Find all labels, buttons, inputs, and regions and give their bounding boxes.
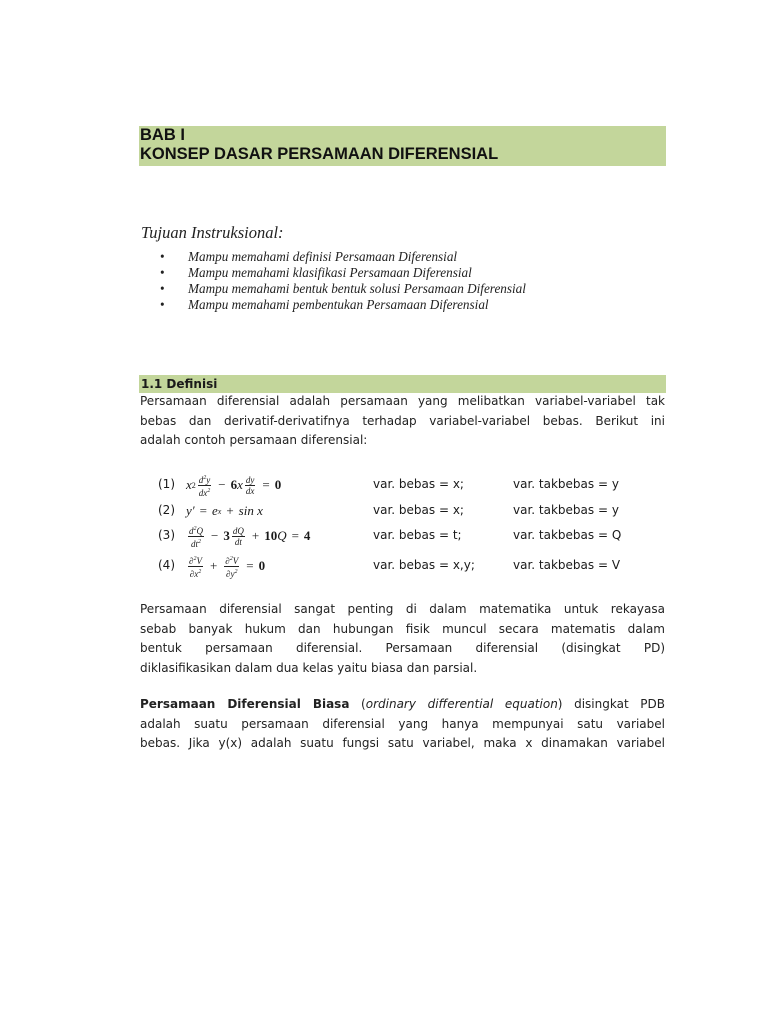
- equation-number: (4): [158, 558, 175, 572]
- bullet-icon: •: [160, 249, 165, 264]
- bullet-icon: •: [160, 265, 165, 280]
- list-item: • Mampu memahami definisi Persamaan Diferensial: [160, 249, 458, 264]
- pdb-paragraph: Persamaan Diferensial Biasa (ordinary differential equation) disingkat PDB adalah suatu persamaan diferensial yang hanya mempunyai satu variabel bebas. Jika y(x) adalah suatu fungsi satu variabel, maka x dinamakan variabel: [140, 697, 665, 750]
- equation-formula: $\frac{d^2Q}{dt^2}$ − 3 $\frac{dQ}{dt}$ + 10 Q = 4: [189, 525, 311, 549]
- independent-var: var. bebas = x;: [373, 503, 464, 517]
- chapter-number: BAB I: [140, 126, 185, 144]
- dependent-var: var. takbebas = y: [513, 477, 619, 491]
- importance-paragraph: Persamaan diferensial sangat penting di dalam matematika untuk rekayasa sebab banyak hukum dan hubungan fisik muncul secara matematis dalam bentuk persamaan diferensial. Persamaan diferensial (disingkat PD) diklasifikasikan dalam dua kelas yaitu biasa dan parsial.: [140, 602, 665, 675]
- bullet-icon: •: [160, 281, 165, 296]
- goals-title: Tujuan Instruksional:: [141, 223, 284, 242]
- equation-number: (2): [158, 503, 175, 517]
- equation-number: (1): [158, 477, 175, 491]
- dependent-var: var. takbebas = y: [513, 503, 619, 517]
- dependent-var: var. takbebas = V: [513, 558, 621, 572]
- equation-formula: x 2 $\frac{d^2y}{dx^2}$ − 6 x $\frac{dy}{dx}$ = 0: [186, 474, 282, 498]
- independent-var: var. bebas = x,y;: [373, 558, 475, 572]
- bullet-icon: •: [160, 297, 165, 312]
- list-item: • Mampu memahami bentuk bentuk solusi Persamaan Diferensial: [160, 281, 526, 296]
- independent-var: var. bebas = t;: [373, 528, 462, 542]
- goals-list: [160, 249, 526, 313]
- list-item: • Mampu memahami pembentukan Persamaan Diferensial: [160, 297, 489, 312]
- equation-formula: y′ = e x + sin x: [186, 503, 263, 518]
- chapter-title: KONSEP DASAR PERSAMAAN DIFERENSIAL: [140, 145, 499, 163]
- pdb-english-term: ordinary differential equation: [365, 697, 558, 711]
- section-heading: 1.1 Definisi: [139, 375, 666, 393]
- equation-number: (3): [158, 528, 175, 542]
- pdb-term: Persamaan Diferensial Biasa: [140, 697, 350, 711]
- definition-paragraph: Persamaan diferensial adalah persamaan yang melibatkan variabel-variabel tak bebas dan derivatif-derivatifnya terhadap variabel-variabel bebas. Berikut ini adalah contoh persamaan diferensial:: [140, 394, 665, 447]
- independent-var: var. bebas = x;: [373, 477, 464, 491]
- list-item: • Mampu memahami klasifikasi Persamaan Diferensial: [160, 265, 472, 280]
- dependent-var: var. takbebas = Q: [513, 528, 622, 542]
- chapter-heading: [139, 126, 666, 166]
- equation-formula: $\frac{\partial^2V}{\partial x^2}$ + $\frac{\partial^2V}{\partial y^2}$ = 0: [189, 555, 266, 579]
